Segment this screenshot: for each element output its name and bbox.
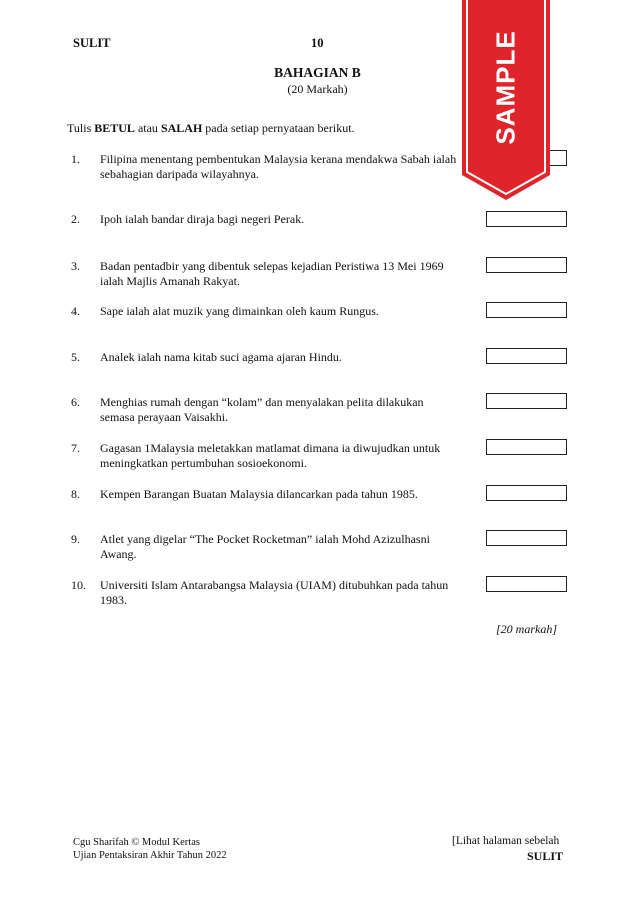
- instruction-false-word: SALAH: [160, 121, 203, 135]
- answer-box[interactable]: [486, 530, 567, 546]
- question-text: Badan pentadbir yang dibentuk selepas kejadian Peristiwa 13 Mei 1969 ialah Majlis Amanah Rakyat.: [100, 259, 444, 288]
- instruction-middle: atau: [134, 121, 161, 135]
- answer-box[interactable]: [486, 302, 567, 318]
- question-number: 2.: [71, 212, 80, 226]
- question-number: 9.: [71, 532, 80, 546]
- answer-box[interactable]: [486, 211, 567, 227]
- sample-ribbon-label: [462, 0, 550, 175]
- question-text: Menghias rumah dengan “kolam” dan menyalakan pelita dilakukan semasa perayaan Vaisakhi.: [100, 395, 424, 424]
- footer-exam: Ujian Pentaksiran Akhir Tahun 2022: [73, 850, 227, 861]
- question-text: Sape ialah alat muzik yang dimainkan oleh kaum Rungus.: [100, 304, 379, 318]
- total-marks: [20 markah]: [496, 622, 558, 636]
- question-number: 4.: [71, 304, 80, 318]
- question-text: Gagasan 1Malaysia meletakkan matlamat dimana ia diwujudkan untuk meningkatkan pertumbuhan sosioekonomi.: [100, 441, 441, 470]
- section-marks: (20 Markah): [287, 82, 348, 96]
- question-text: Analek ialah nama kitab suci agama ajaran Hindu.: [100, 350, 342, 364]
- header-sulit: SULIT: [73, 36, 111, 50]
- answer-box[interactable]: [486, 348, 567, 364]
- question-number: 5.: [71, 350, 80, 364]
- footer-sulit: SULIT: [527, 849, 564, 863]
- question-text: Ipoh ialah bandar diraja bagi negeri Perak.: [100, 212, 305, 226]
- question-number: 3.: [71, 259, 80, 273]
- question-number: 8.: [71, 487, 80, 501]
- question-text: Atlet yang digelar “The Pocket Rocketman” ialah Mohd Azizulhasni Awang.: [100, 532, 430, 561]
- footer-author: Cgu Sharifah © Modul Kertas: [73, 837, 200, 848]
- instruction-true-word: BETUL: [94, 121, 135, 135]
- sample-text: SAMPLE: [490, 30, 521, 145]
- answer-box[interactable]: [486, 393, 567, 409]
- page-number: 10: [311, 36, 324, 50]
- instruction: [67, 121, 355, 136]
- answer-box[interactable]: [486, 485, 567, 501]
- question-text: Filipina menentang pembentukan Malaysia kerana mendakwa Sabah ialah sebahagian daripada wilayahnya.: [100, 152, 457, 181]
- question-number: 7.: [71, 441, 80, 455]
- question-number: 1.: [71, 152, 80, 166]
- question-number: 6.: [71, 395, 80, 409]
- answer-box[interactable]: [486, 439, 567, 455]
- question-text: Universiti Islam Antarabangsa Malaysia (UIAM) ditubuhkan pada tahun 1983.: [100, 578, 449, 607]
- question-number: 10.: [71, 578, 86, 592]
- answer-box[interactable]: [486, 257, 567, 273]
- instruction-suffix: pada setiap pernyataan berikut.: [202, 121, 355, 135]
- footer-next-page: [Lihat halaman sebelah: [452, 835, 560, 847]
- section-title: BAHAGIAN B: [274, 65, 361, 80]
- instruction-prefix: Tulis: [67, 121, 95, 135]
- answer-box[interactable]: [486, 576, 567, 592]
- question-text: Kempen Barangan Buatan Malaysia dilancarkan pada tahun 1985.: [100, 487, 418, 501]
- footer-left: [73, 836, 227, 862]
